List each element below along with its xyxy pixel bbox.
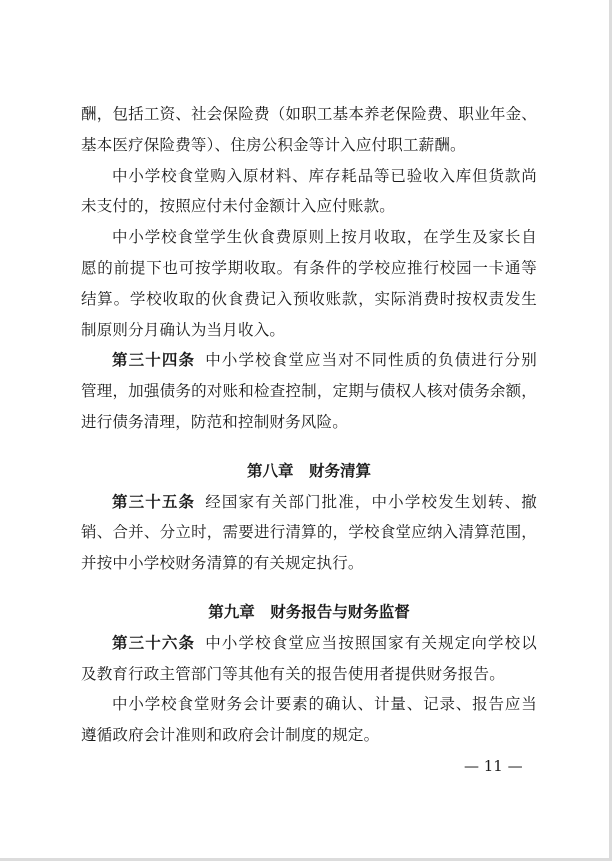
article-35-first-line (81, 487, 537, 518)
paragraph-line: 管理，加强债务的对账和检查控制，定期与债权人核对债务余额， (81, 382, 537, 401)
article-number: 第三十六条 (112, 633, 196, 652)
paragraph-line: 愿的前提下也可按学期收取。有条件的学校应推行校园一卡通等 (81, 258, 537, 277)
article-number: 第三十四条 (112, 351, 196, 370)
article-text: 中小学校食堂应当对不同性质的负债进行分别 (205, 351, 537, 370)
paragraph-line: 结算。学校收取的伙食费记入预收账款，实际消费时按权责发生 (81, 289, 537, 308)
chapter-heading: 第九章 财务报告与财务监督 (208, 602, 410, 621)
article-text: 中小学校食堂应当按照国家有关规定向学校以 (205, 633, 537, 652)
paragraph-line: 中小学校食堂财务会计要素的确认、计量、记录、报告应当 (112, 695, 537, 714)
article-text: 经国家有关部门批准，中小学校发生划转、撤 (205, 492, 537, 511)
paragraph-line: 酬，包括工资、社会保险费（如职工基本养老保险费、职业年金、 (81, 105, 537, 123)
article-number: 第三十五条 (112, 492, 196, 511)
article-34-first-line (81, 345, 537, 376)
paragraph-line: 及教育行政主管部门等其他有关的报告使用者提供财务报告。 (81, 664, 505, 683)
chapter-heading: 第八章 财务清算 (246, 461, 371, 480)
section-gap (81, 579, 537, 597)
paragraph-line: 销、合并、分立时，需要进行清算的，学校食堂应纳入清算范围， (81, 523, 537, 542)
paragraph-line: 进行债务清理，防范和控制财务风险。 (81, 412, 348, 431)
paragraph-line: 基本医疗保险费等）、住房公积金等计入应付职工薪酬。 (81, 135, 466, 154)
page-number: — 11 — (464, 757, 523, 775)
document-body (81, 99, 537, 751)
paragraph-line: 中小学校食堂购入原材料、库存耗品等已验收入库但货款尚 (112, 166, 537, 185)
paragraph-line: 未支付的，按照应付未付金额计入应付账款。 (81, 197, 396, 216)
article-36-first-line (81, 628, 537, 659)
section-gap (81, 438, 537, 456)
paragraph-line: 并按中小学校财务清算的有关规定执行。 (81, 554, 364, 573)
paragraph-line: 遵循政府会计准则和政府会计制度的规定。 (81, 726, 380, 745)
paragraph-line: 中小学校食堂学生伙食费原则上按月收取，在学生及家长自 (112, 228, 537, 247)
paragraph-line: 制原则分月确认为当月收入。 (81, 320, 286, 339)
